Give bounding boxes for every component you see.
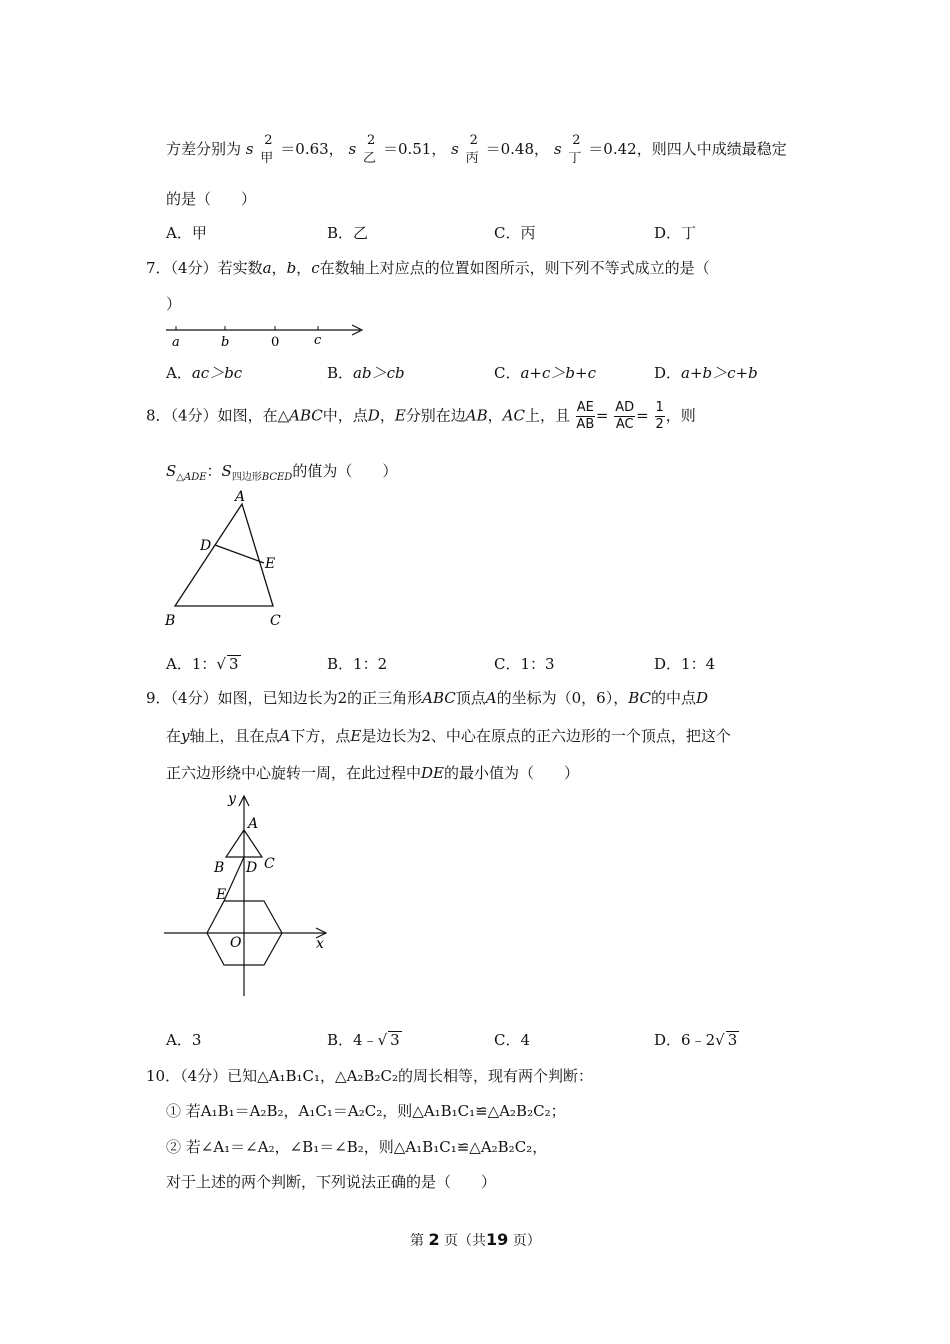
q7-line2: ） (166, 295, 182, 313)
variance-bing: 2 丙 (465, 133, 479, 166)
page-footer: 第 2 页（共19 页） (410, 1230, 541, 1249)
variance-jia: 2 甲 (260, 133, 274, 166)
number-line-figure (160, 318, 370, 352)
axis-label-0: 0 (271, 335, 280, 350)
q7-option-a[interactable]: A．ac＞bc (166, 364, 243, 382)
label-b: B (214, 860, 225, 876)
q6-line1: 方差分别为 s 2 甲 ＝0.63， s 2 乙 ＝0.51， s 2 丙 ＝0.48， s 2 丁 ＝0.42，则四人中成绩最稳定 (166, 133, 787, 166)
variance-ding: 2 丁 (568, 133, 582, 166)
q6-option-a[interactable]: A．甲 (166, 224, 207, 242)
label-a: A (235, 489, 246, 505)
q6-option-c[interactable]: C．丙 (494, 224, 536, 242)
page-number: 2 (428, 1230, 440, 1249)
q6-option-b[interactable]: B．乙 (327, 224, 369, 242)
axis-label-c: c (314, 333, 322, 348)
q9-line1: 9．（4分）如图，已知边长为2的正三角形ABC顶点A的坐标为（0，6），BC的中点D (146, 689, 709, 707)
q9-line2: 在y轴上，且在点A下方，点E是边长为2、中心在原点的正六边形的一个顶点，把这个 (166, 727, 731, 745)
q8-option-a[interactable]: A．1：√ 3 (166, 655, 239, 673)
q7-option-c[interactable]: C．a+c＞b+c (494, 364, 596, 382)
q9-option-d[interactable]: D．6﹣2√ 3 (654, 1031, 738, 1049)
variance-yi: 2 乙 (362, 133, 376, 166)
label-e: E (265, 556, 276, 572)
axis-label-a: a (172, 335, 180, 350)
q6-line2: 的是（ ） (166, 190, 257, 208)
page-total: 19 (486, 1230, 509, 1249)
q10-judgement-2: ② 若∠A₁＝∠A₂，∠B₁＝∠B₂，则△A₁B₁C₁≌△A₂B₂C₂， (166, 1138, 548, 1156)
q8-line2: $S_{\triangle ADE}$：$S_{四边形BCED}$的值为（ ） (166, 462, 398, 483)
label-o: O (230, 935, 242, 951)
triangle-figure (160, 488, 300, 632)
q10-judgement-1: ① 若A₁B₁＝A₂B₂，A₁C₁＝A₂C₂，则△A₁B₁C₁≌△A₂B₂C₂； (166, 1102, 566, 1120)
coordinate-figure (160, 788, 340, 1000)
q7-option-b[interactable]: B．ab＞cb (327, 364, 405, 382)
label-d: D (246, 860, 258, 876)
q8-option-c[interactable]: C．1：3 (494, 655, 555, 673)
q7-option-d[interactable]: D．a+b＞c+b (654, 364, 758, 382)
q10-line4: 对于上述的两个判断，下列说法正确的是（ ） (166, 1173, 497, 1191)
fraction-ae-ab: $\frac{AE}{AB}$ (576, 400, 595, 432)
q7-line1: 7．（4分）若实数a，b，c在数轴上对应点的位置如图所示，则下列不等式成立的是（ (146, 259, 710, 277)
axis-label-b: b (221, 335, 230, 350)
q10-line1: 10．（4分）已知△A₁B₁C₁，△A₂B₂C₂的周长相等，现有两个判断： (146, 1067, 593, 1085)
label-y: y (228, 791, 236, 807)
q9-line3: 正六边形绕中心旋转一周，在此过程中DE的最小值为（ ） (166, 764, 580, 782)
q8-option-b[interactable]: B．1：2 (327, 655, 388, 673)
q6-option-d[interactable]: D．丁 (654, 224, 697, 242)
fraction-ad-ac: $\frac{AD}{AC}$ (615, 400, 635, 432)
label-e: E (216, 887, 227, 903)
label-c: C (270, 613, 281, 629)
q8-option-d[interactable]: D．1：4 (654, 655, 716, 673)
q9-option-c[interactable]: C．4 (494, 1031, 531, 1049)
label-a: A (248, 816, 259, 832)
q8-line1: 8．（4分）如图，在△ABC中，点D，E分别在边AB，AC上，且 $\frac{AE}{AB}$ = $\frac{AD}{AC}$ = $\frac{1}{2}$ ，则 (146, 400, 696, 432)
q9-option-b[interactable]: B．4﹣√ 3 (327, 1031, 400, 1049)
fraction-one-half: $\frac{1}{2}$ (655, 400, 664, 432)
label-b: B (165, 613, 176, 629)
label-x: x (316, 936, 324, 952)
q9-option-a[interactable]: A．3 (166, 1031, 202, 1049)
label-c: C (264, 856, 275, 872)
label-d: D (200, 538, 212, 554)
